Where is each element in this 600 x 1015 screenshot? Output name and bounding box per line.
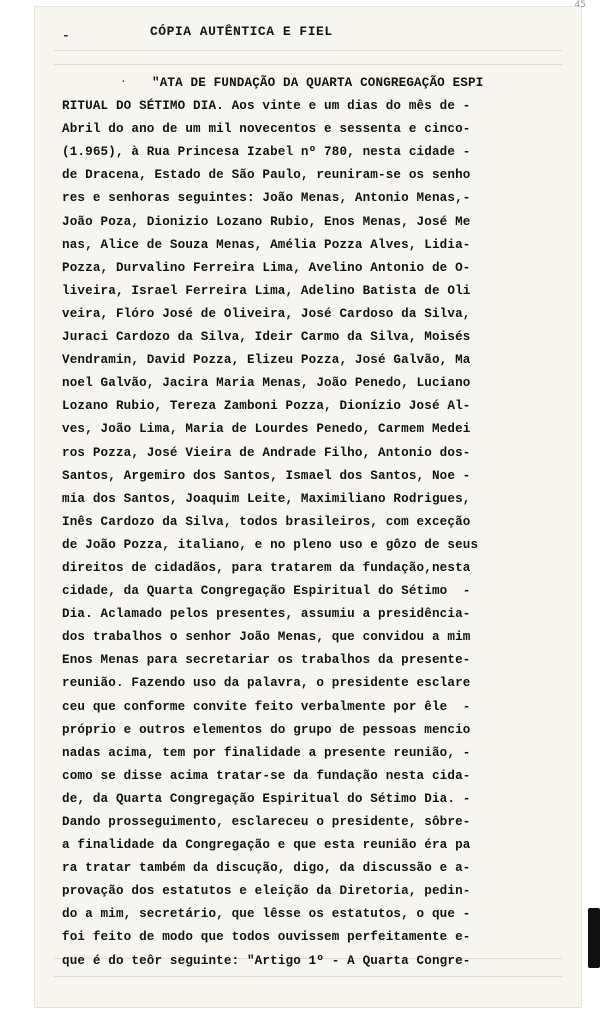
text-line: a finalidade da Congregação e que esta reunião éra pa [62,838,471,853]
text-line: nas, Alice de Souza Menas, Amélia Pozza Alves, Lidia- [62,237,471,252]
text-line: Pozza, Durvalino Ferreira Lima, Avelino Antonio de O- [62,260,471,275]
text-line: Inês Cardozo da Silva, todos brasileiros, com exceção [62,514,471,529]
text-line: RITUAL DO SÉTIMO DIA. Aos vinte e um dias do mês de - [62,99,471,114]
page-corner-mark: 45 [574,0,586,10]
text-line: res e senhoras seguintes: João Menas, Antonio Menas,- [62,191,471,206]
text-line: veira, Flóro José de Oliveira, José Cardoso da Silva, [62,306,471,321]
text-line: Dando prosseguimento, esclareceu o presidente, sôbre- [62,815,471,829]
text-line: nadas acima, tem por finalidade a presente reunião, - [62,745,471,760]
text-line: liveira, Israel Ferreira Lima, Adelino Batista de Oli [62,283,471,298]
document-body [62,72,562,973]
text-line: de, da Quarta Congregação Espiritual do Sétimo Dia. - [62,791,471,806]
text-line: Abril do ano de um mil novecentos e sessenta e cinco- [62,122,471,137]
text-line: ra tratar também da discução, digo, da discussão e a- [62,861,471,876]
text-line: Santos, Argemiro dos Santos, Ismael dos Santos, Noe - [62,468,471,483]
tick-mark: . [120,74,127,86]
text-line: Enos Menas para secretariar os trabalhos da presente- [62,653,471,668]
text-line: que é do teôr seguinte: "Artigo 1º - A Quarta Congre- [62,953,471,968]
text-line: ros Pozza, José Vieira de Andrade Filho, Antonio dos- [62,445,471,460]
document-title: CÓPIA AUTÊNTICA E FIEL [150,24,333,39]
text-line: Dia. Aclamado pelos presentes, assumiu a presidência- [62,607,471,622]
text-line: cidade, da Quarta Congregação Espiritual do Sétimo - [62,584,471,599]
bleed-through-line [54,64,562,65]
bleed-through-line [54,50,562,51]
text-line: de João Pozza, italiano, e no pleno uso e gôzo de seus [62,537,479,552]
text-line: mia dos Santos, Joaquim Leite, Maximiliano Rodrigues, [62,491,471,506]
text-line: direitos de cidadãos, para tratarem da fundação,nesta [62,560,471,575]
text-line: do a mim, secretário, que lêsse os estatutos, o que - [62,907,471,922]
header-dash: - [62,28,70,43]
text-line: Juraci Cardozo da Silva, Ideir Carmo da Silva, Moisés [62,330,471,345]
text-line: "ATA DE FUNDAÇÃO DA QUARTA CONGREGAÇÃO ESPI [152,76,484,90]
bleed-through-line [54,976,562,977]
page-edge-mark [588,908,600,968]
text-line: foi feito de modo que todos ouvissem perfeitamente e- [62,930,471,945]
text-line: Lozano Rubio, Tereza Zamboni Pozza, Dionízio José Al- [62,399,471,414]
text-line: (1.965), à Rua Princesa Izabel nº 780, nesta cidade - [62,145,471,160]
text-line: ceu que conforme convite feito verbalmente por êle - [62,699,471,714]
text-line: ves, João Lima, Maria de Lourdes Penedo, Carmem Medei [62,422,471,437]
text-line: próprio e outros elementos do grupo de pessoas mencio [62,722,471,737]
text-line: provação dos estatutos e eleição da Diretoria, pedin- [62,884,471,899]
text-line: Vendramin, David Pozza, Elizeu Pozza, José Galvão, Ma [62,353,471,368]
text-line: João Poza, Dionizio Lozano Rubio, Enos Menas, José Me [62,214,471,229]
text-line: reunião. Fazendo uso da palavra, o presidente esclare [62,676,471,691]
text-line: dos trabalhos o senhor João Menas, que convidou a mim [62,630,471,645]
text-line: de Dracena, Estado de São Paulo, reuniram-se os senho [62,168,471,183]
text-line: como se disse acima tratar-se da fundação nesta cida- [62,768,471,783]
text-line: noel Galvão, Jacira Maria Menas, João Penedo, Luciano [62,376,471,391]
